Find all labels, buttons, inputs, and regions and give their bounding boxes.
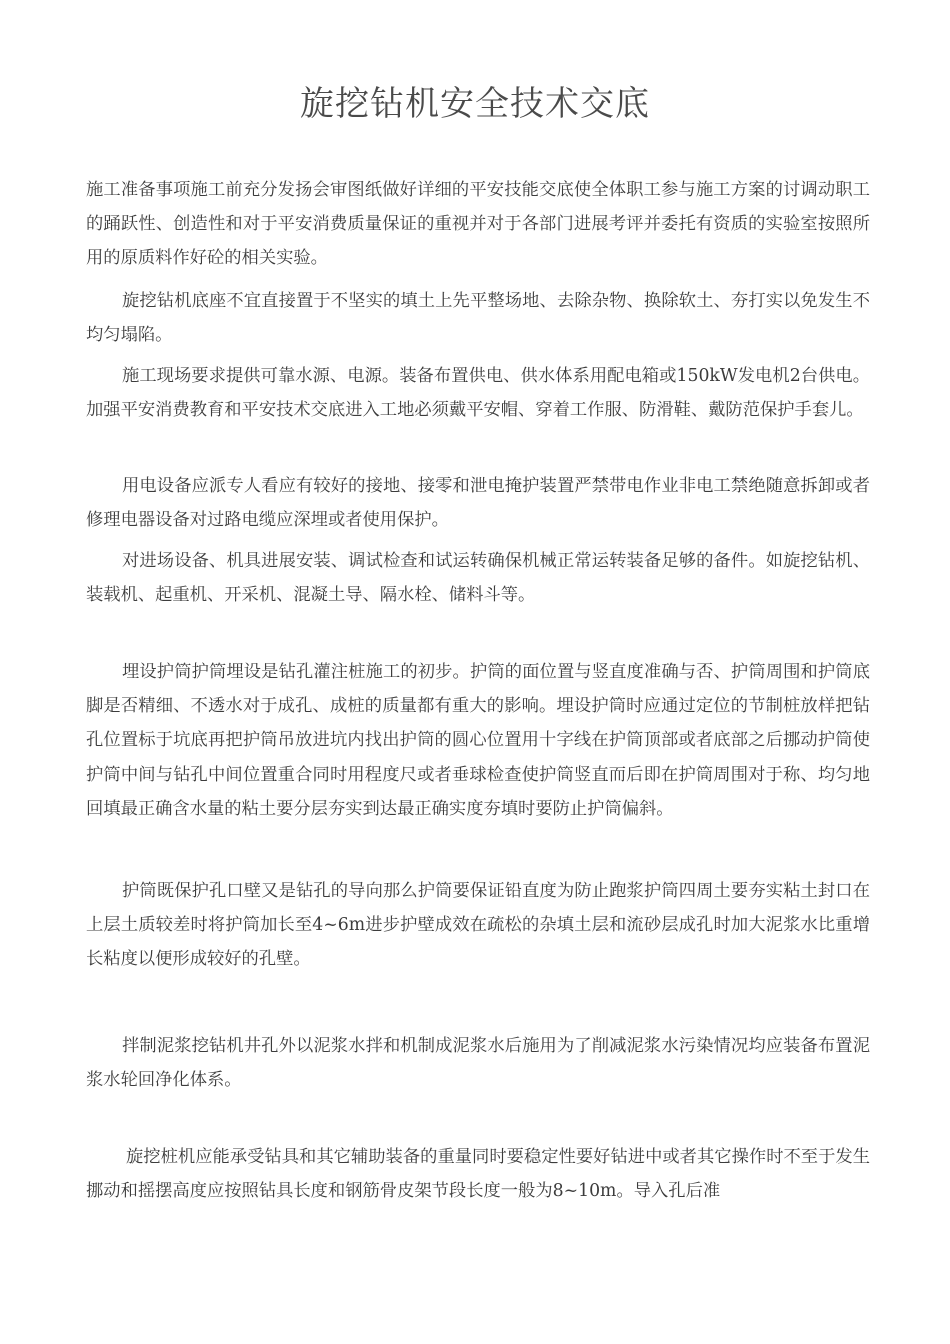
page-title: 旋挖钻机安全技术交底 xyxy=(300,84,650,124)
paragraph-base-placement: 旋挖钻机底座不宜直接置于不坚实的填土上先平整场地、去除杂物、换除软土、夯打实以免发生不均匀塌陷。 xyxy=(86,291,870,346)
paragraph-mud-mixing: 拌制泥浆挖钻机井孔外以泥浆水拌和机制成泥浆水后施用为了削减泥浆水污染情况均应装备布置泥浆水轮回净化体系。 xyxy=(86,1036,870,1091)
paragraph-equipment-check: 对进场设备、机具进展安装、调试检查和试运转确保机械正常运转装备足够的备件。如旋挖钻机、装载机、起重机、开采机、混凝土导、隔水栓、储料斗等。 xyxy=(86,551,870,606)
paragraph-rig-stability: 旋挖桩机应能承受钻具和其它辅助装备的重量同时要稳定性要好钻进中或者其它操作时不至于发生挪动和摇摆高度应按照钻具长度和钢筋骨皮架节段长度一般为8~10m。导入孔后准 xyxy=(86,1147,870,1202)
paragraph-preparation: 施工准备事项施工前充分发扬会审图纸做好详细的平安技能交底使全体职工参与施工方案的讨调动职工的踊跃性、创造性和对于平安消费质量保证的重视并对于各部门进展考评并委托有资质的实验室按照所用的原质料作好砼的相关实验。 xyxy=(86,180,870,269)
paragraph-power-water: 施工现场要求提供可靠水源、电源。装备布置供电、供水体系用配电箱或150kW发电机2台供电。加强平安消费教育和平安技术交底进入工地必须戴平安帽、穿着工作服、防滑鞋、戴防范保护手套儿。 xyxy=(86,366,870,421)
paragraph-electrical-safety: 用电设备应派专人看应有较好的接地、接零和泄电掩护装置严禁带电作业非电工禁绝随意拆卸或者修理电器设备对过路电缆应深埋或者使用保护。 xyxy=(86,476,870,531)
paragraph-casing-burial: 埋设护筒护筒埋设是钻孔灌注桩施工的初步。护筒的面位置与竖直度准确与否、护筒周围和护筒底脚是否精细、不透水对于成孔、成桩的质量都有重大的影响。埋设护筒时应通过定位的节制桩放样把钻孔位置标于坑底再把护筒吊放进坑内找出护筒的圆心位置用十字线在护筒顶部或者底部之后挪动护筒使护筒中间与钻孔中间位置重合同时用程度尺或者垂球检查使护筒竖直而后即在护筒周围对于称、均匀地回填最正确含水量的粘土要分层夯实到达最正确实度夯填时要防止护筒偏斜。 xyxy=(86,662,870,819)
paragraph-casing-protection: 护筒既保护孔口壁又是钻孔的导向那么护筒要保证铅直度为防止跑浆护筒四周土要夯实粘土封口在上层土质较差时将护筒加长至4~6m进步护壁成效在疏松的杂填土层和流砂层成孔时加大泥浆水比重增长粘度以便形成较好的孔壁。 xyxy=(86,881,870,970)
